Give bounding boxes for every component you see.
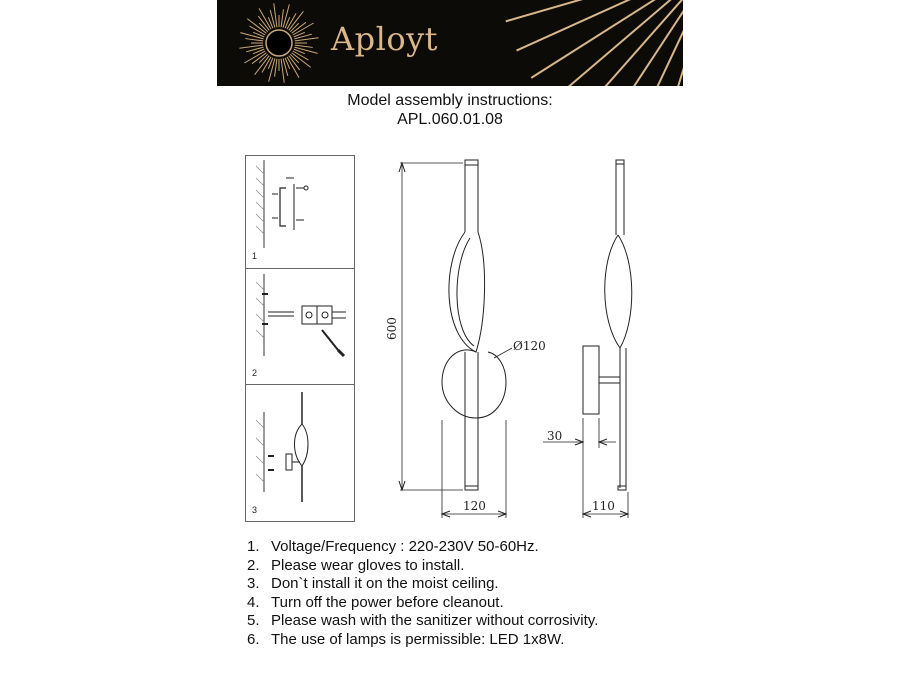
brand-name: Aployt — [331, 20, 439, 58]
list-item: 2. Please wear gloves to install. — [247, 556, 465, 574]
list-item: 6. The use of lamps is permissible: LED 1x8W. — [247, 630, 565, 648]
step-number: 1 — [252, 251, 258, 261]
side-depth-dimension-label: 110 — [592, 499, 615, 513]
document-title: Model assembly instructions: — [347, 92, 553, 109]
model-number: APL.060.01.08 — [397, 111, 503, 128]
step-number: 3 — [252, 505, 258, 515]
list-item: 5. Please wash with the sanitizer without corrosivity. — [247, 612, 599, 630]
list-item: 4. Turn off the power before cleanout. — [247, 593, 504, 611]
list-item: 3. Don`t install it on the moist ceiling. — [247, 575, 499, 593]
step-number: 2 — [252, 368, 258, 378]
list-item: 1. Voltage/Frequency : 220-230V 50-60Hz. — [247, 538, 539, 555]
arm-offset-dimension-label: 30 — [547, 429, 563, 443]
instructions-list — [247, 538, 598, 650]
height-dimension-label: 600 — [385, 317, 399, 340]
diameter-dimension-label: Ø120 — [513, 339, 546, 353]
side-view — [543, 160, 632, 518]
front-view — [399, 160, 512, 518]
front-width-dimension-label: 120 — [463, 499, 486, 513]
